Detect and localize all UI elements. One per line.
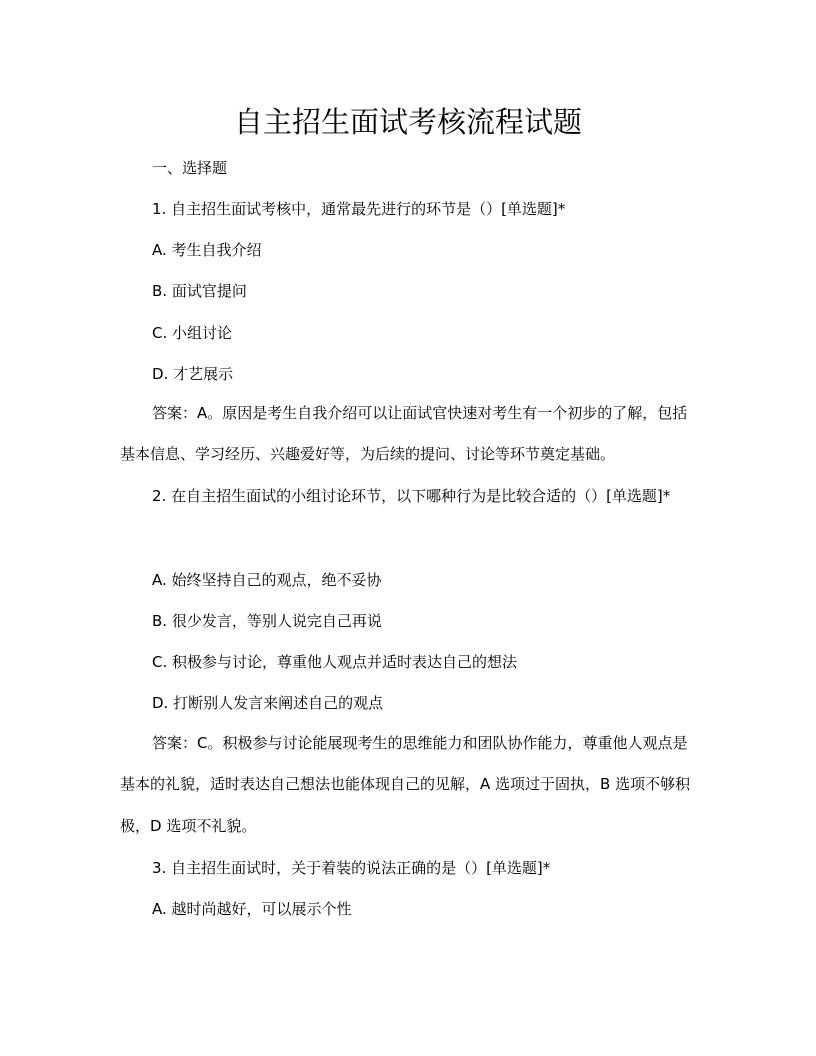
- question-3-option-a: A. 越时尚越好，可以展示个性: [152, 900, 352, 918]
- question-1-option-a: A. 考生自我介绍: [152, 241, 262, 259]
- question-1-option-c: C. 小组讨论: [152, 324, 233, 342]
- question-2-option-c: C. 积极参与讨论，尊重他人观点并适时表达自己的想法: [152, 653, 518, 671]
- question-1-option-d: D. 才艺展示: [152, 365, 234, 383]
- question-1-stem: 1. 自主招生面试考核中，通常最先进行的环节是（）[单选题]*: [152, 200, 566, 218]
- question-1-answer: 答案：A。原因是考生自我介绍可以让面试官快速对考生有一个初步的了解，包括基本信息、学习经历、兴趣爱好等，为后续的提问、讨论等环节奠定基础。: [120, 404, 688, 464]
- question-2-option-d: D. 打断别人发言来阐述自己的观点: [152, 694, 384, 712]
- question-2-option-a: A. 始终坚持自己的观点，绝不妥协: [152, 571, 382, 589]
- section-heading: 一、选择题: [152, 159, 228, 177]
- question-2-stem: 2. 在自主招生面试的小组讨论环节，以下哪种行为是比较合适的（）[单选题]*: [152, 487, 671, 505]
- question-3-stem: 3. 自主招生面试时，关于着装的说法正确的是（）[单选题]*: [152, 859, 551, 877]
- question-2-option-b: B. 很少发言，等别人说完自己再说: [152, 612, 382, 630]
- document-title: 自主招生面试考核流程试题: [233, 105, 582, 139]
- question-2-answer: 答案：C。积极参与讨论能展现考生的思维能力和团队协作能力，尊重他人观点是基本的礼貌，适时表达自己想法也能体现自己的见解，A 选项过于固执，B 选项不够积极，D 选项不礼貌。: [120, 734, 691, 835]
- question-1-option-b: B. 面试官提问: [152, 282, 247, 300]
